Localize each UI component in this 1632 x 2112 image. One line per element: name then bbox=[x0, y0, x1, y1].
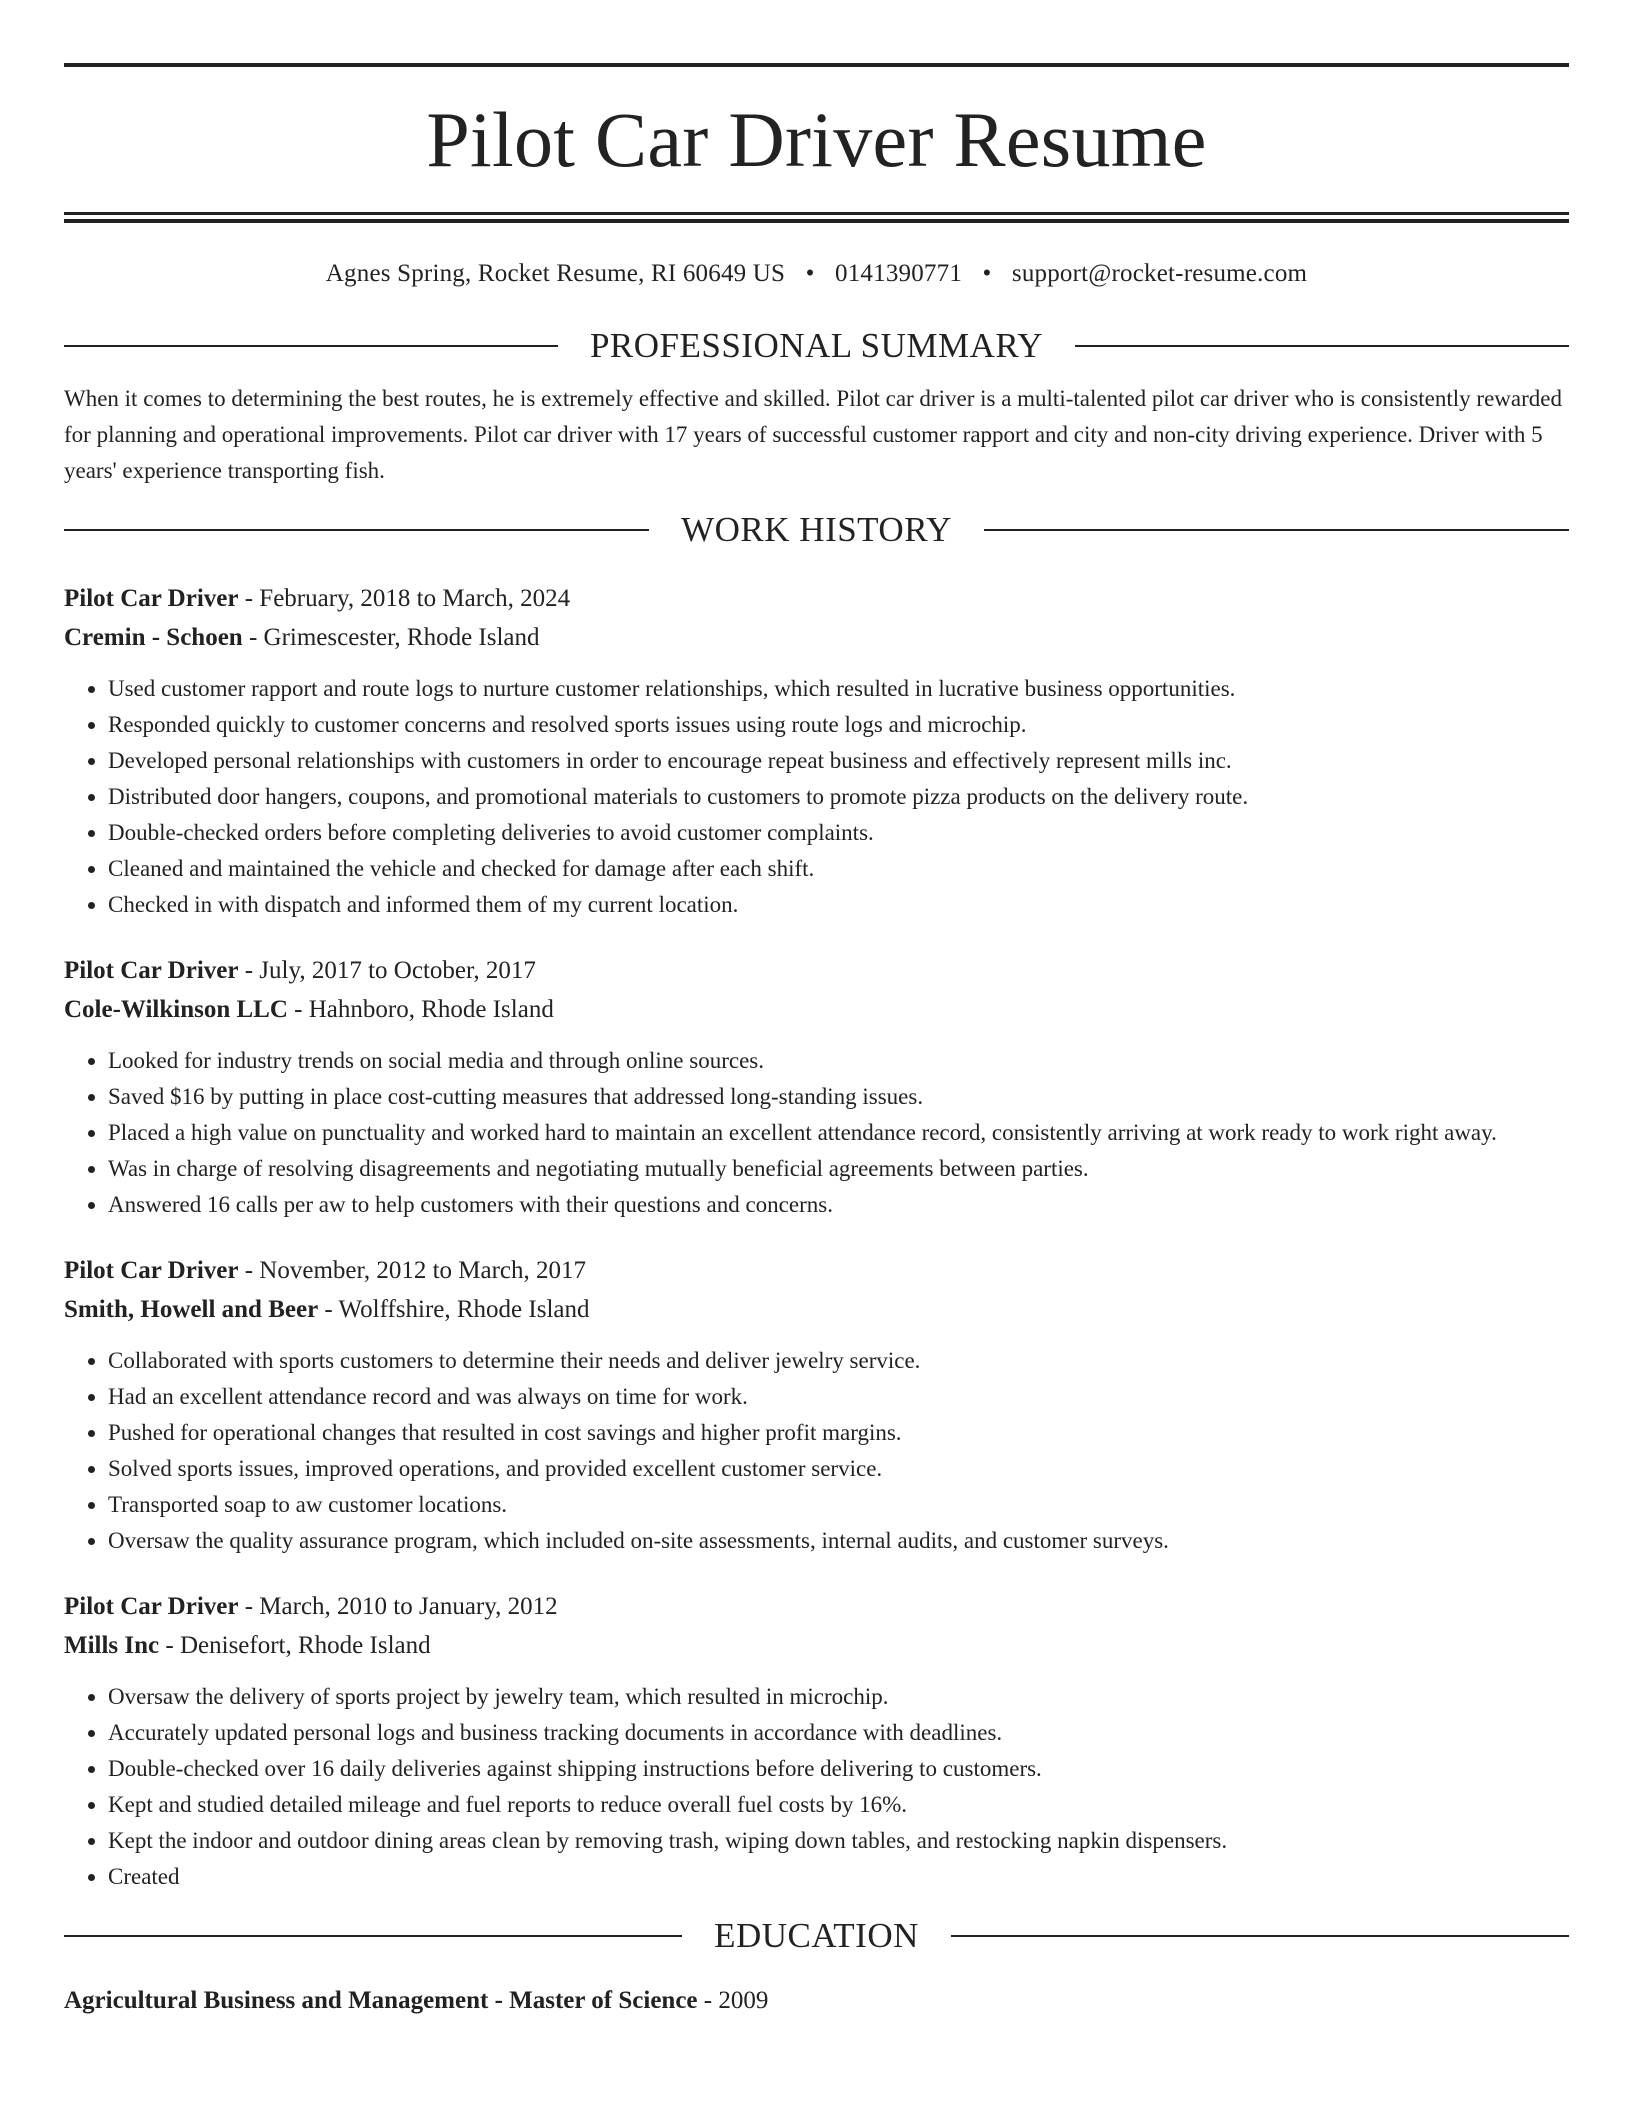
job-bullet-list bbox=[64, 1679, 1569, 1895]
job-bullet-list bbox=[64, 1043, 1569, 1223]
list-item: • Saved $16 by putting in place cost-cutting measures that addressed long-standing issues. bbox=[108, 1079, 1569, 1115]
top-rule bbox=[64, 63, 1569, 67]
list-item: • Kept and studied detailed mileage and fuel reports to reduce overall fuel costs by 16%. bbox=[108, 1787, 1569, 1823]
list-item: • Kept the indoor and outdoor dining areas clean by removing trash, wiping down tables, and restocking napkin dispensers. bbox=[108, 1823, 1569, 1859]
list-item: • Placed a high value on punctuality and worked hard to maintain an excellent attendance record, consistently arriving at work ready to work right away. bbox=[108, 1115, 1569, 1151]
heading-rule-right bbox=[951, 1935, 1569, 1937]
job-dates: - November, 2012 to March, 2017 bbox=[238, 1257, 587, 1284]
section-title: EDUCATION bbox=[714, 1916, 919, 1955]
list-item: • Cleaned and maintained the vehicle and checked for damage after each shift. bbox=[108, 851, 1569, 887]
contact-address: Agnes Spring, Rocket Resume, RI 60649 US bbox=[325, 260, 786, 287]
education-year: - 2009 bbox=[697, 1987, 769, 2014]
professional-summary-text: When it comes to determining the best routes, he is extremely effective and skilled. Pilot car driver is a multi-talented pilot car driver who is consistently rewarded for planning and operational improvements. Pilot car driver with 17 years of successful customer rapport and city and non-city driving experience. Driver with 5 years' experience transporting fish. bbox=[64, 386, 1562, 483]
list-item: • Checked in with dispatch and informed them of my current location. bbox=[108, 887, 1569, 923]
job-entry bbox=[64, 951, 1569, 1223]
job-company: Cremin - Schoen bbox=[64, 624, 243, 651]
job-company-line bbox=[64, 1290, 1569, 1329]
contact-separator: • bbox=[982, 260, 992, 287]
job-company-line bbox=[64, 990, 1569, 1029]
list-item: • Created bbox=[108, 1859, 1569, 1895]
job-entry bbox=[64, 1587, 1569, 1895]
job-company-line bbox=[64, 618, 1569, 657]
list-item: • Transported soap to aw customer locations. bbox=[108, 1487, 1569, 1523]
job-company-line bbox=[64, 1626, 1569, 1665]
job-role: Pilot Car Driver bbox=[64, 957, 239, 984]
list-item: • Accurately updated personal logs and business tracking documents in accordance with deadlines. bbox=[108, 1715, 1569, 1751]
resume-title: Pilot Car Driver Resume bbox=[426, 96, 1207, 183]
section-title: PROFESSIONAL SUMMARY bbox=[589, 326, 1044, 365]
job-entry bbox=[64, 579, 1569, 923]
education-entry bbox=[64, 1981, 1569, 2020]
job-location: - Wolffshire, Rhode Island bbox=[318, 1296, 590, 1323]
job-bullet-list bbox=[64, 671, 1569, 923]
work-history-list bbox=[64, 579, 1569, 1895]
heading-rule-left bbox=[64, 529, 649, 531]
title-double-rule bbox=[64, 212, 1569, 223]
job-entry bbox=[64, 1251, 1569, 1559]
heading-rule-right bbox=[1075, 345, 1569, 347]
list-item: • Oversaw the delivery of sports project by jewelry team, which resulted in microchip. bbox=[108, 1679, 1569, 1715]
job-role: Pilot Car Driver bbox=[64, 1593, 239, 1620]
list-item: • Used customer rapport and route logs to nurture customer relationships, which resulted in lucrative business opportunities. bbox=[108, 671, 1569, 707]
job-location: - Hahnboro, Rhode Island bbox=[287, 996, 554, 1023]
list-item: • Answered 16 calls per aw to help customers with their questions and concerns. bbox=[108, 1187, 1569, 1223]
list-item: • Oversaw the quality assurance program, which included on-site assessments, internal audits, and customer surveys. bbox=[108, 1523, 1569, 1559]
job-title-line bbox=[64, 579, 1569, 618]
job-role: Pilot Car Driver bbox=[64, 1257, 239, 1284]
contact-separator: • bbox=[805, 260, 815, 287]
job-dates: - February, 2018 to March, 2024 bbox=[238, 585, 571, 612]
job-dates: - July, 2017 to October, 2017 bbox=[238, 957, 536, 984]
job-location: - Grimescester, Rhode Island bbox=[242, 624, 540, 651]
contact-phone: 0141390771 bbox=[835, 260, 963, 287]
contact-line bbox=[64, 259, 1569, 289]
list-item: • Responded quickly to customer concerns and resolved sports issues using route logs and microchip. bbox=[108, 707, 1569, 743]
job-company: Smith, Howell and Beer bbox=[64, 1296, 319, 1323]
list-item: • Developed personal relationships with customers in order to encourage repeat business and effectively represent mills inc. bbox=[108, 743, 1569, 779]
job-bullet-list bbox=[64, 1343, 1569, 1559]
section-heading-summary bbox=[64, 325, 1569, 367]
section-heading-work-history bbox=[64, 509, 1569, 551]
education-degree: Agricultural Business and Management - Master of Science bbox=[64, 1987, 698, 2014]
job-title-line bbox=[64, 1251, 1569, 1290]
job-company: Mills Inc bbox=[64, 1632, 160, 1659]
job-location: - Denisefort, Rhode Island bbox=[159, 1632, 431, 1659]
job-title-line bbox=[64, 1587, 1569, 1626]
job-company: Cole-Wilkinson LLC bbox=[64, 996, 288, 1023]
list-item: • Solved sports issues, improved operations, and provided excellent customer service. bbox=[108, 1451, 1569, 1487]
job-role: Pilot Car Driver bbox=[64, 585, 239, 612]
job-title-line bbox=[64, 951, 1569, 990]
list-item: • Distributed door hangers, coupons, and promotional materials to customers to promote pizza products on the delivery route. bbox=[108, 779, 1569, 815]
section-title: WORK HISTORY bbox=[681, 510, 952, 549]
job-dates: - March, 2010 to January, 2012 bbox=[238, 1593, 558, 1620]
list-item: • Was in charge of resolving disagreements and negotiating mutually beneficial agreements between parties. bbox=[108, 1151, 1569, 1187]
heading-rule-right bbox=[984, 529, 1569, 531]
list-item: • Looked for industry trends on social media and through online sources. bbox=[108, 1043, 1569, 1079]
list-item: • Double-checked orders before completing deliveries to avoid customer complaints. bbox=[108, 815, 1569, 851]
list-item: • Pushed for operational changes that resulted in cost savings and higher profit margins. bbox=[108, 1415, 1569, 1451]
list-item: • Had an excellent attendance record and was always on time for work. bbox=[108, 1379, 1569, 1415]
heading-rule-left bbox=[64, 345, 558, 347]
resume-page bbox=[64, 0, 1569, 2020]
contact-email: support@rocket-resume.com bbox=[1011, 260, 1308, 287]
heading-rule-left bbox=[64, 1935, 682, 1937]
list-item: • Collaborated with sports customers to determine their needs and deliver jewelry service. bbox=[108, 1343, 1569, 1379]
section-heading-education bbox=[64, 1915, 1569, 1957]
list-item: • Double-checked over 16 daily deliveries against shipping instructions before delivering to customers. bbox=[108, 1751, 1569, 1787]
